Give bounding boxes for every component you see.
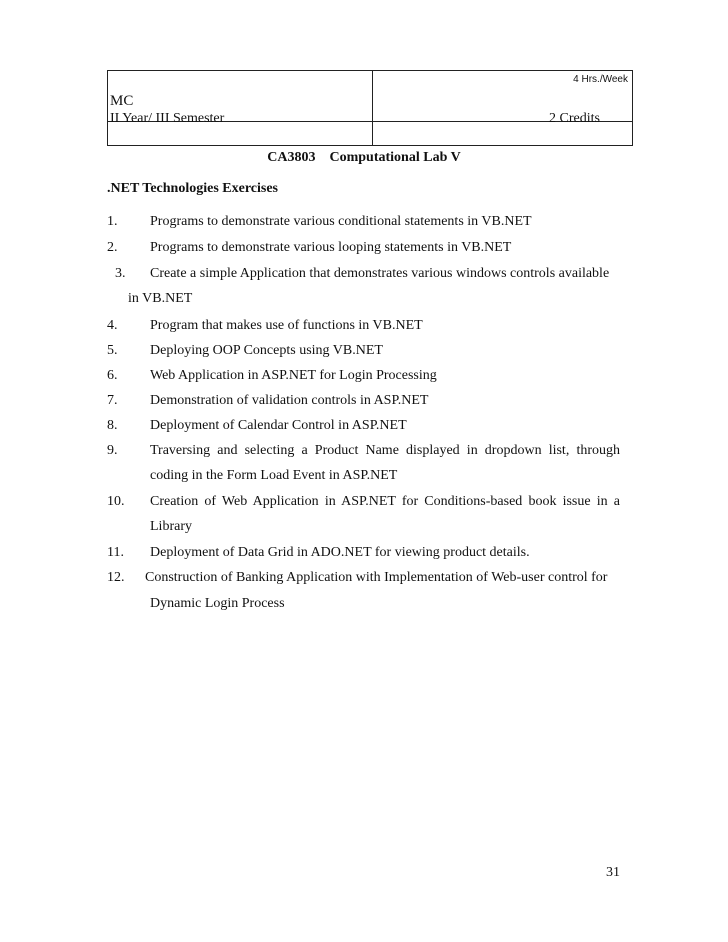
list-item-continuation: in VB.NET [128,291,193,306]
course-code: CA3803 [267,150,316,165]
item-number: 5. [107,343,118,358]
list-item-continuation: Library [150,519,192,534]
list-item: Web Application in ASP.NET for Login Processing [150,368,437,383]
year-semester: II Year/ III Semester [110,111,225,126]
item-number: 7. [107,393,118,408]
item-number: 10. [107,494,125,509]
list-item: Create a simple Application that demonstrates various windows controls available [150,266,610,281]
item-number: 3. [115,266,126,281]
list-item: Traversing and selecting a Product Name displayed in dropdown list, through [150,443,620,458]
page-number: 31 [606,865,620,880]
list-item: Deploying OOP Concepts using VB.NET [150,343,383,358]
item-number: 9. [107,443,118,458]
list-item-continuation: Dynamic Login Process [150,596,285,611]
item-number: 12. [107,570,125,585]
table-column-divider [372,71,373,145]
list-item: Programs to demonstrate various conditional statements in VB.NET [150,214,532,229]
item-number: 1. [107,214,118,229]
course-name: Computational Lab V [329,150,461,165]
item-number: 4. [107,318,118,333]
credits: 2 Credits [549,111,600,126]
list-item: Programs to demonstrate various looping statements in VB.NET [150,240,512,255]
list-item: Deployment of Calendar Control in ASP.NET [150,418,407,433]
course-header-table [107,70,633,146]
course-title [0,150,728,166]
list-item: Deployment of Data Grid in ADO.NET for viewing product details. [150,545,530,560]
program-code: MC [110,93,134,109]
section-heading: .NET Technologies Exercises [107,181,279,196]
hours-per-week: 4 Hrs./Week [573,74,628,85]
list-item: Construction of Banking Application with Implementation of Web-user control for [145,570,608,585]
item-number: 6. [107,368,118,383]
list-item: Program that makes use of functions in VB.NET [150,318,423,333]
list-item: Creation of Web Application in ASP.NET for Conditions-based book issue in a [150,494,620,509]
list-item-continuation: coding in the Form Load Event in ASP.NET [150,468,398,483]
item-number: 8. [107,418,118,433]
list-item: Demonstration of validation controls in ASP.NET [150,393,429,408]
item-number: 11. [107,545,124,560]
item-number: 2. [107,240,118,255]
